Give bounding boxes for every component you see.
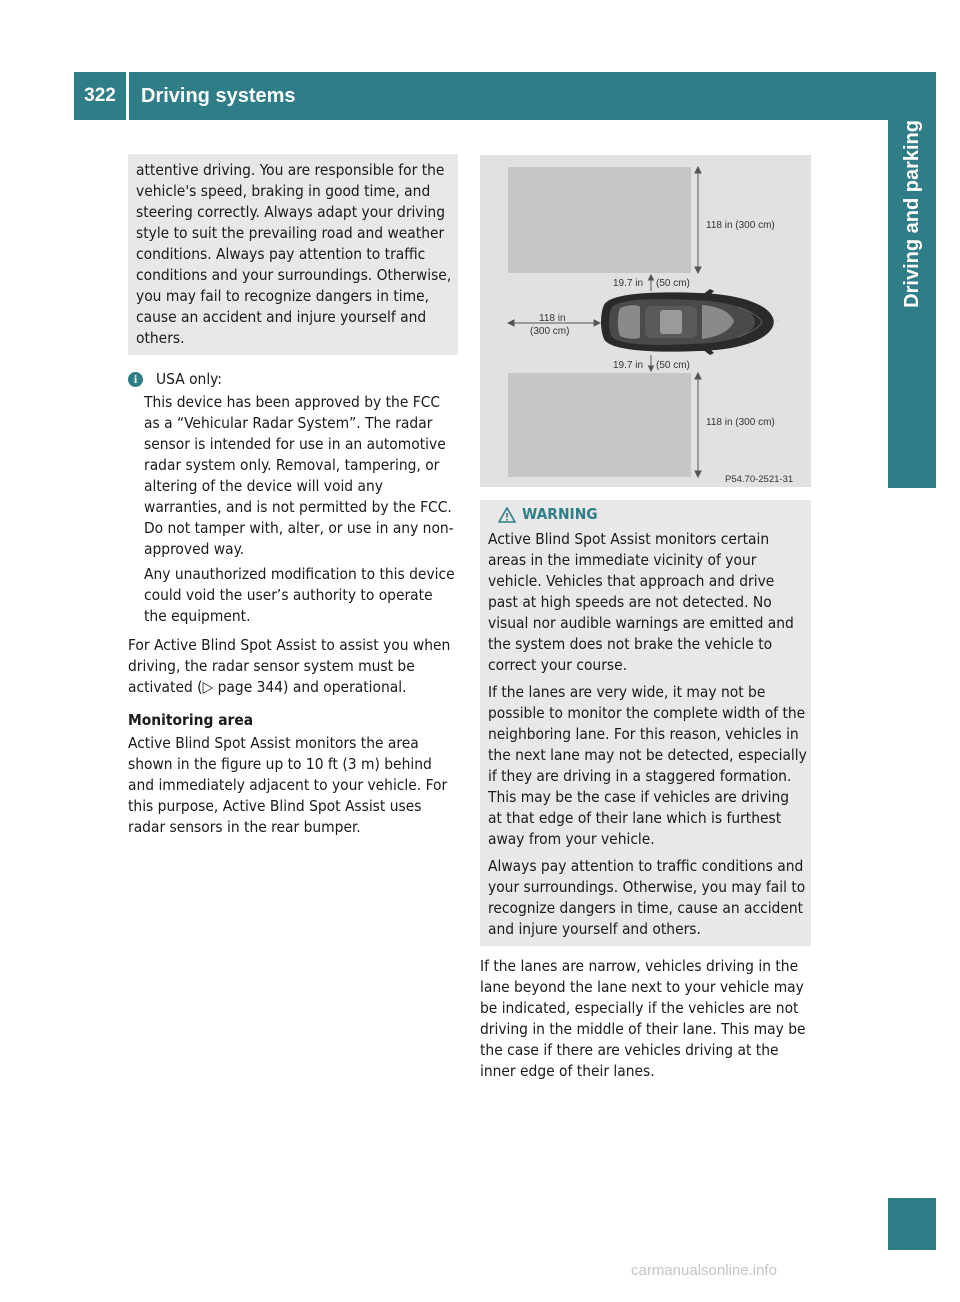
dimension-top-length (695, 167, 701, 273)
dimension-bottom-gap (649, 355, 654, 371)
warning-header (488, 504, 807, 525)
zone-right-lane (508, 373, 691, 477)
warning-title: WARNING (522, 505, 598, 523)
dimension-bottom-length (695, 373, 701, 477)
monitoring-area-figure (480, 155, 811, 487)
info-paragraph-fcc: This device has been approved by the FCC as a “Vehicular Radar System”. The radar sensor is intended for use in an automotive radar system only. Removal, tampering, or altering of the device will void any warranties, and is not permitted by the FCC. Do not tamper with, alter, or use in any non-approved way. (144, 393, 454, 558)
monitoring-area-diagram (480, 155, 811, 487)
right-column (480, 500, 811, 1082)
subheading-monitoring-area: Monitoring area (128, 711, 254, 729)
left-column (128, 154, 458, 838)
label-bottom-gap-in: 19.7 in (613, 360, 644, 371)
watermark: carmanualsonline.info (631, 1262, 777, 1279)
figure-code: P54.70-2521-31 (725, 474, 794, 485)
zone-left-lane (508, 167, 691, 273)
dimension-top-gap (649, 275, 654, 291)
warning-box (480, 500, 811, 946)
warning-triangle-icon (498, 507, 516, 523)
warning-continuation-text: attentive driving. You are responsible for the vehicle's speed, braking in good time, and steering correctly. Always adapt your driving style to suit the prevailing road and weather conditions. Always pay attention to traffic conditions and your surroundings. Otherwise, you may fail to recognize dangers in time, cause an accident and injure yourself and others. (136, 161, 452, 347)
paragraph-narrow-lanes: If the lanes are narrow, vehicles driving in the lane beyond the lane next to your vehicle may be indicated, especially if the vehicles are not driving in the middle of their lane. This may be the case if there are vehicles driving at the inner edge of their lanes. (480, 957, 806, 1080)
label-rear-in: 118 in (539, 313, 566, 324)
side-tab-label: Driving and parking (900, 120, 923, 308)
info-note (128, 369, 458, 627)
warning-paragraph-attention: Always pay attention to traffic conditions and your surroundings. Otherwise, you may fail to recognize dangers in time, cause an accident and injure yourself and others. (488, 857, 806, 938)
label-rear-cm: (300 cm) (530, 326, 570, 337)
side-tab-label-wrap (888, 120, 936, 500)
label-top-gap-cm: (50 cm) (656, 278, 690, 289)
info-heading: USA only: (156, 370, 222, 388)
paragraph-activation: For Active Blind Spot Assist to assist you when driving, the radar sensor system must be activated (▷ page 344) and operational. (128, 636, 451, 696)
label-top-gap-in: 19.7 in (613, 278, 644, 289)
label-bottom-gap-cm: (50 cm) (656, 360, 690, 371)
page-number: 322 (84, 85, 116, 106)
vehicle-top-view (601, 289, 774, 355)
warning-paragraph-detection: Active Blind Spot Assist monitors certain areas in the immediate vicinity of your vehicle. Vehicles that approach and drive past at high speeds are not detected. No visual nor audible warnings are emitted and the system does not brake the vehicle to correct your course. (488, 530, 794, 674)
warning-continuation-box (128, 154, 458, 355)
section-title: Driving systems (141, 84, 296, 107)
side-marker (888, 1198, 936, 1250)
header-divider (126, 72, 129, 120)
info-paragraph-modification: Any unauthorized modification to this device could void the user’s authority to operate the equipment. (144, 565, 455, 625)
paragraph-monitoring-area: Active Blind Spot Assist monitors the area shown in the figure up to 10 ft (3 m) behind and immediately adjacent to your vehicle. For this purpose, Active Blind Spot Assist uses radar sensors in the rear bumper. (128, 734, 448, 836)
info-icon: i (128, 372, 143, 387)
label-bottom-length: 118 in (300 cm) (706, 417, 775, 428)
warning-paragraph-wide-lanes: If the lanes are very wide, it may not be possible to monitor the complete width of the neighboring lane. For this reason, vehicles in the next lane may not be detected, especially if they are driving in a staggered formation. This may be the case if vehicles are driving at that edge of their lane which is furthest away from your vehicle. (488, 683, 807, 848)
label-top-length: 118 in (300 cm) (706, 220, 775, 231)
